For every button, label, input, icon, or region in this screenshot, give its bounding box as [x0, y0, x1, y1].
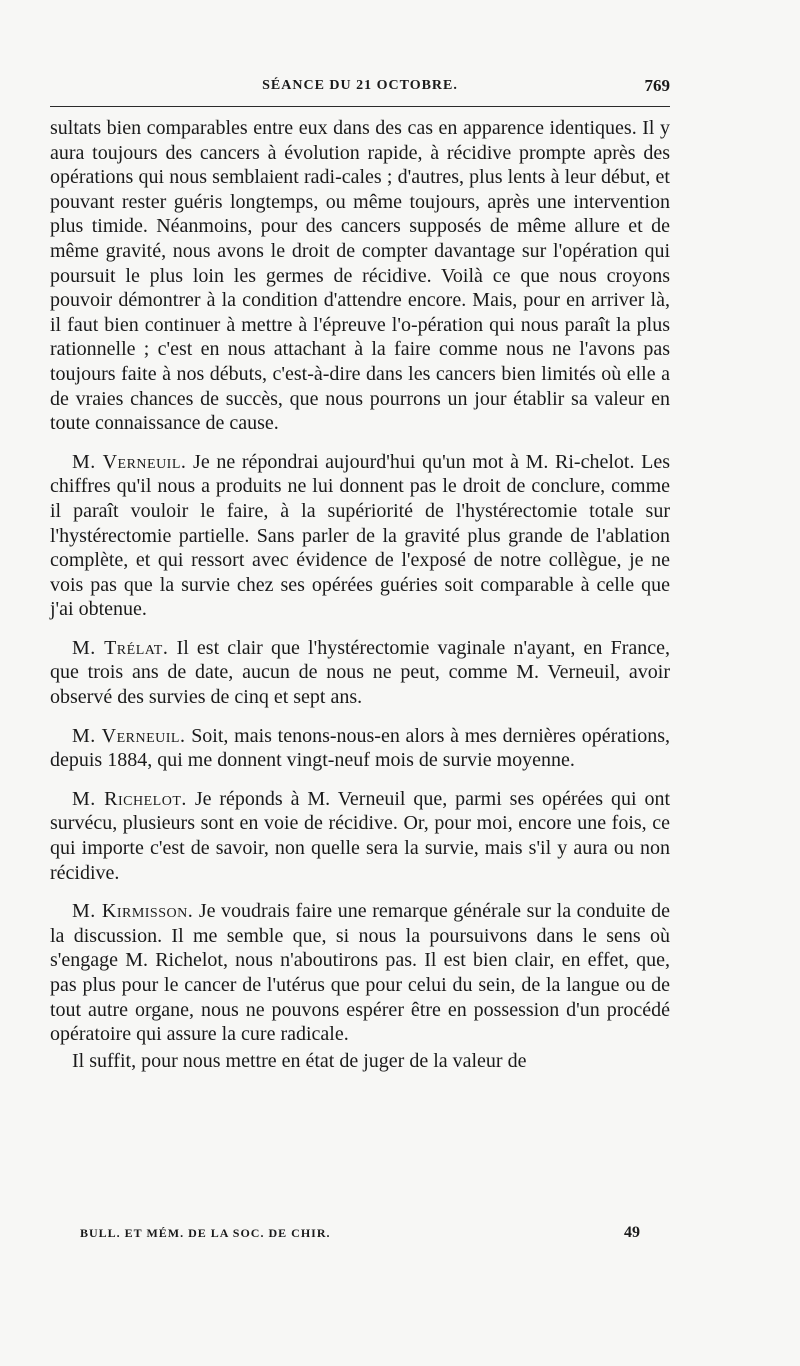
- speaker-name: M. Kirmisson.: [72, 900, 194, 923]
- paragraph-text: Il suffit, pour nous mettre en état de juger de la valeur de: [72, 1049, 527, 1072]
- paragraph-verneuil-1: [50, 450, 670, 622]
- speaker-name: M. Verneuil.: [72, 450, 187, 473]
- paragraph-trelat: [50, 636, 670, 710]
- body-text: [50, 116, 670, 1073]
- running-title: SÉANCE DU 21 OCTOBRE.: [262, 78, 458, 93]
- paragraph-text: Je voudrais faire une remarque générale sur la conduite de la discussion. Il me semble que, si nous la poursuivons dans le sens où s'engage M. Richelot, nous n'aboutirons pas. Il est bien clair, en effet, que, pas plus pour le cancer de l'utérus que pour celui du sein, de la langue ou de tout autre organe, nous ne pouvons espérer être en possession d'un procédé opératoire qui assure la cure radicale.: [50, 900, 670, 1046]
- page-header: [50, 78, 670, 100]
- page-number: 769: [644, 76, 670, 95]
- paragraph-richelot: [50, 787, 670, 885]
- paragraph-text: Soit, mais tenons-nous-en alors à mes dernières opérations, depuis 1884, qui me donnent vingt-neuf mois de survie moyenne.: [50, 724, 670, 772]
- speaker-name: M. Trélat.: [72, 636, 169, 659]
- speaker-name: M. Richelot.: [72, 787, 187, 810]
- paragraph-continuation: [50, 116, 670, 436]
- paragraph-kirmisson-cont: [50, 1049, 670, 1074]
- paragraph-kirmisson: [50, 899, 670, 1047]
- speaker-name: M. Verneuil.: [72, 724, 186, 747]
- bulletin-signature: BULL. ET MÉM. DE LA SOC. DE CHIR.: [80, 1226, 331, 1240]
- page-footer: [80, 1226, 640, 1248]
- sheet-number: 49: [624, 1224, 640, 1241]
- paragraph-text: sultats bien comparables entre eux dans des cas en apparence identiques. Il y aura toujours des cancers à évolution rapide, à récidive prompte après des opérations qui nous semblaient radi-cales ; d'autres, plus lents à leur début, et pouvant rester guéris longtemps, ou même toujours, après une intervention plus timide. Néanmoins, pour des cancers supposés de même allure et de même gravité, nous avons le droit de compter davantage sur l'opération qui poursuit le plus loin les germes de récidive. Voilà ce que nous croyons pouvoir démontrer à la condition d'attendre encore. Mais, pour en arriver là, il faut bien continuer à mettre à l'épreuve l'o-pération qui nous paraît la plus rationnelle ; c'est en nous attachant à la faire comme nous ne l'avons pas toujours faite à nos débuts, c'est-à-dire dans les cancers bien limités où elle a de vraies chances de succès, que nous pourrons un jour établir sa valeur en toute connaissance de cause.: [50, 117, 670, 435]
- header-rule: [50, 106, 670, 107]
- paragraph-text: Il est clair que l'hystérectomie vaginale n'ayant, en France, que trois ans de date, aucun de nous ne peut, comme M. Verneuil, avoir observé des survies de cinq et sept ans.: [50, 636, 670, 709]
- paragraph-text: Je ne répondrai aujourd'hui qu'un mot à M. Ri-chelot. Les chiffres qu'il nous a produits ne lui donnent pas le droit de conclure, comme il paraît vouloir le faire, à la supériorité de l'hystérectomie totale sur l'hystérectomie partielle. Sans parler de la gravité plus grande de l'ablation complète, et qui ressort avec évidence de l'exposé de notre collègue, je ne vois pas que la survie chez ses opérées guéries soit comparable à celle que j'ai obtenue.: [50, 450, 670, 621]
- paragraph-text: Je réponds à M. Verneuil que, parmi ses opérées qui ont survécu, plusieurs sont en voie de récidive. Or, pour moi, encore une fois, ce qui importe c'est de savoir, non quelle sera la survie, mais s'il y aura ou non récidive.: [50, 787, 671, 884]
- paragraph-verneuil-2: [50, 724, 670, 773]
